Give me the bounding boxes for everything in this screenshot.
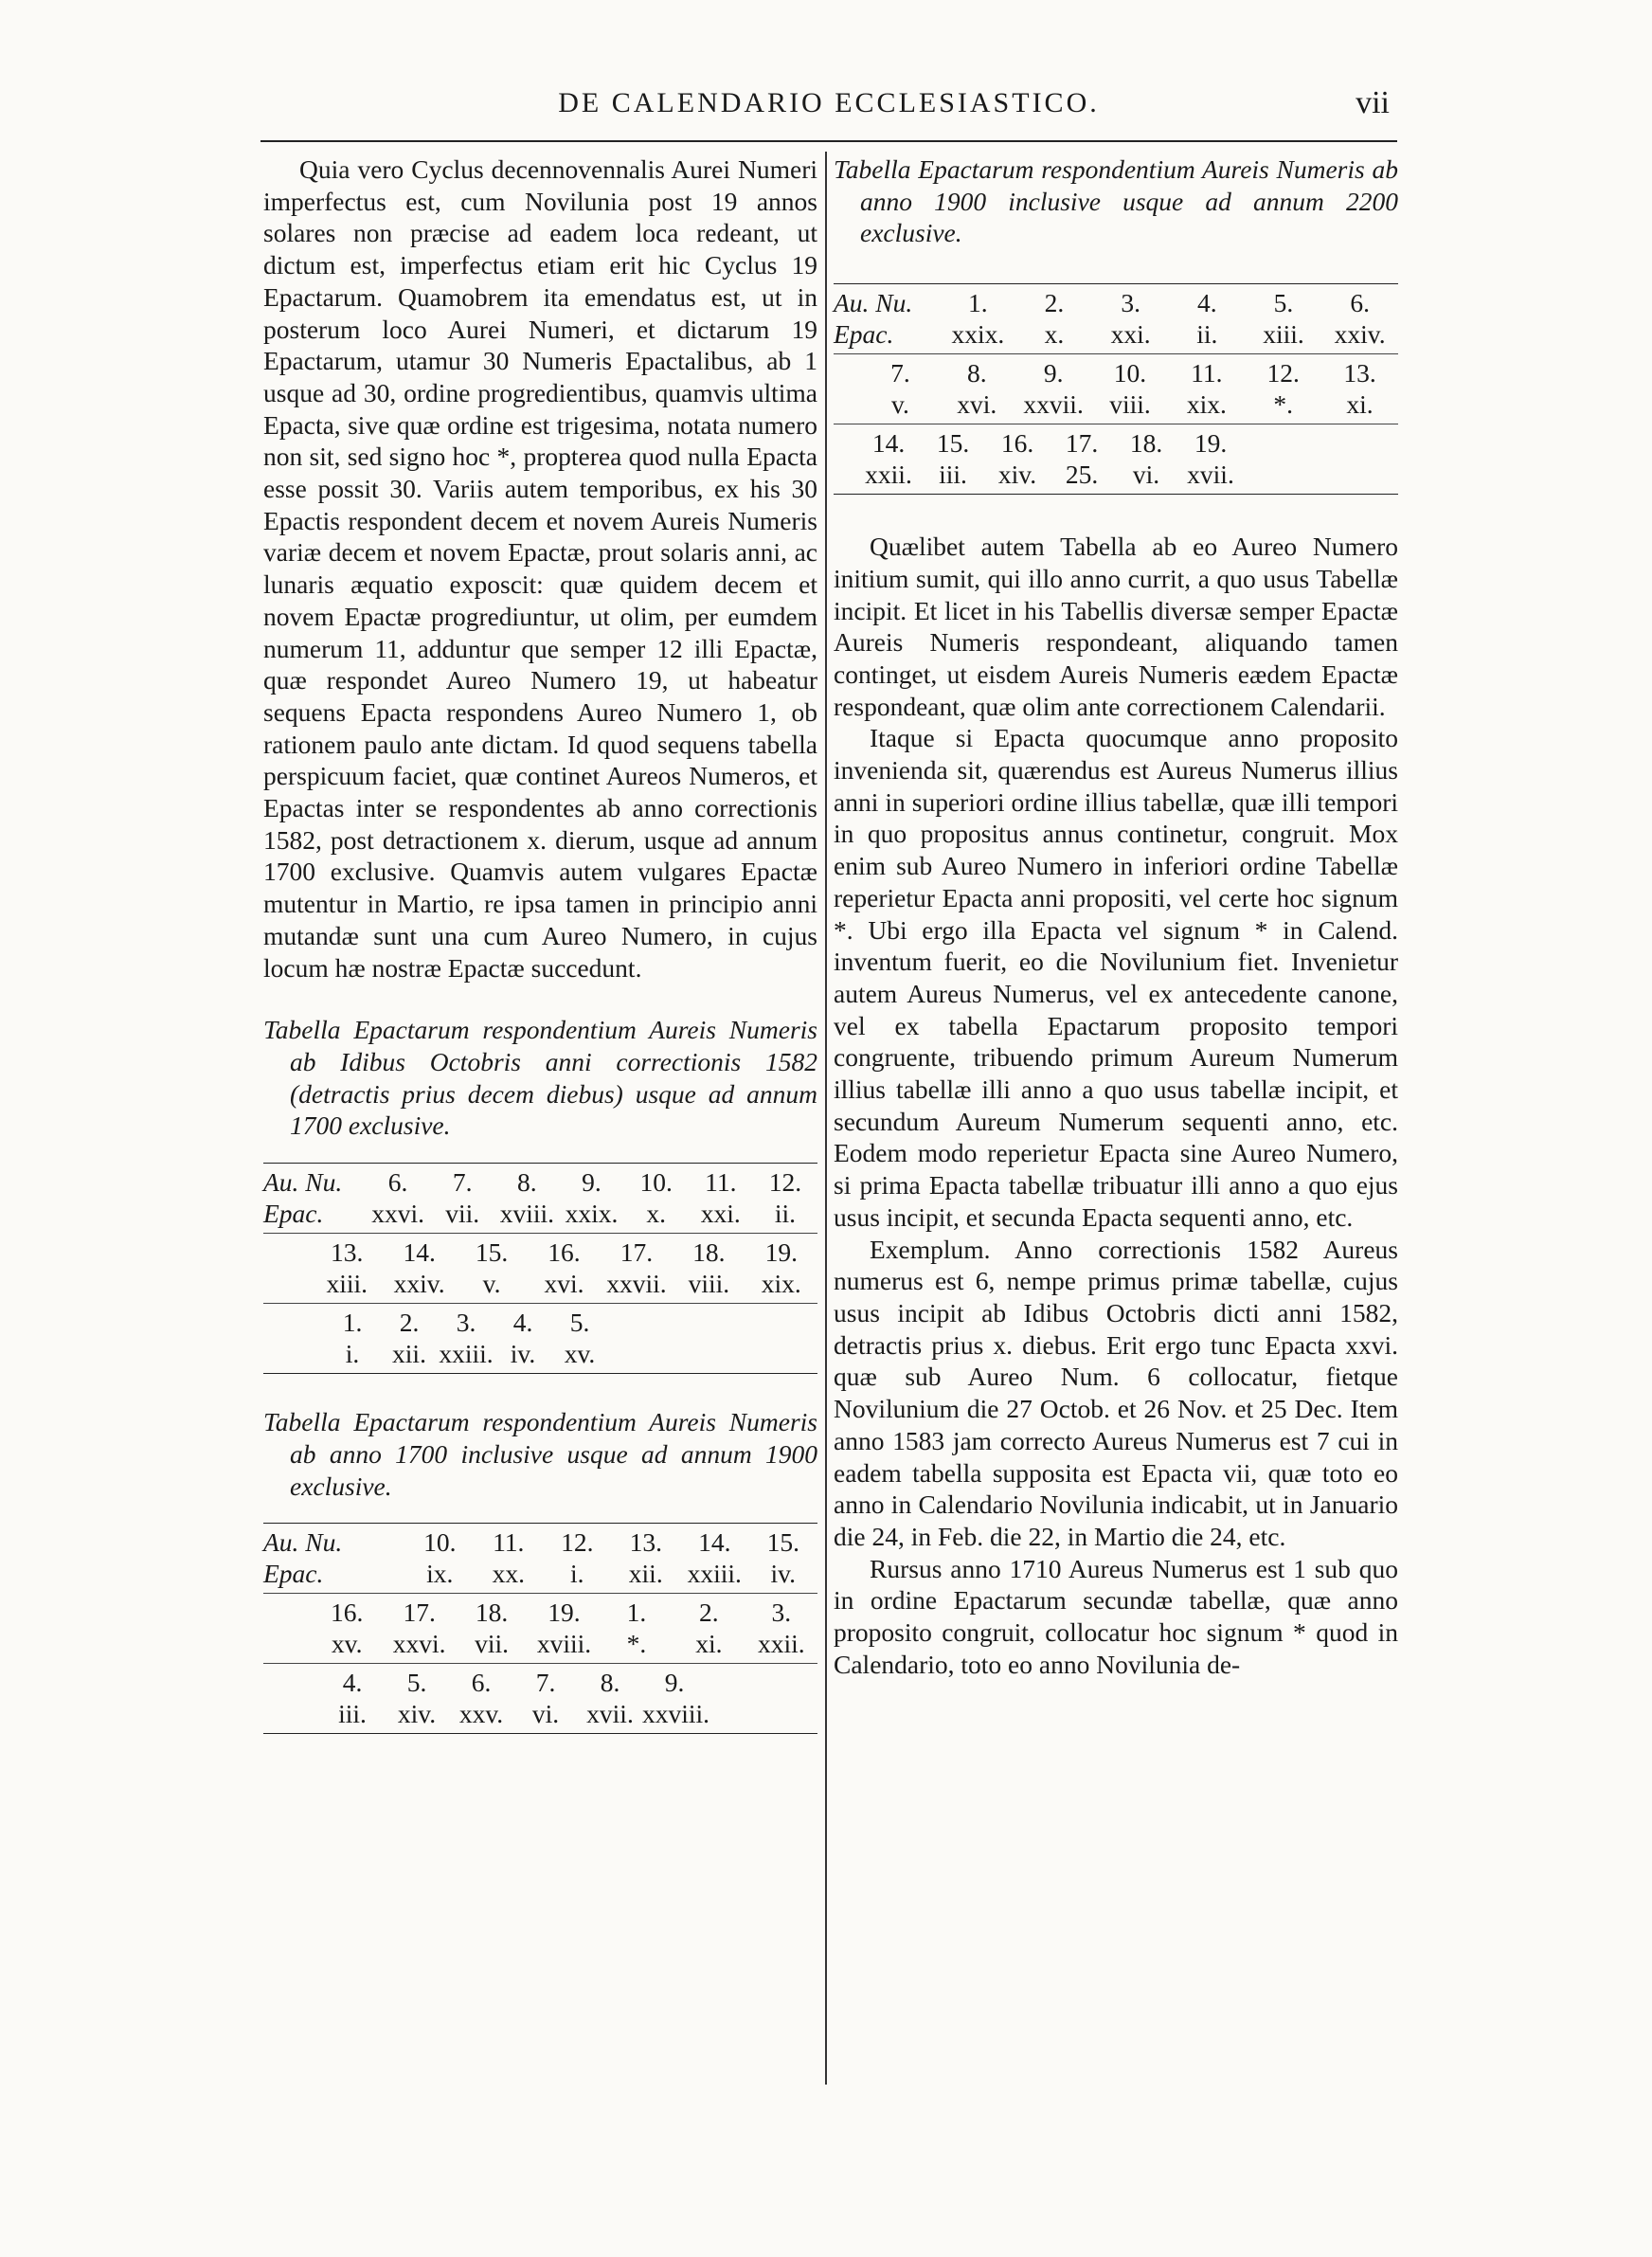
golden-number-cell: 9.	[1043, 358, 1064, 388]
golden-number-cell: 11.	[1191, 358, 1223, 388]
epact-cell: i.	[345, 1339, 360, 1369]
golden-number-cell: 19.	[764, 1237, 798, 1268]
left-column	[263, 153, 817, 1734]
epact-cell: xxvii.	[1023, 389, 1084, 420]
golden-number-cell: 17.	[403, 1598, 436, 1628]
golden-number-cell: 5.	[406, 1668, 427, 1698]
golden-number-cell: 4.	[342, 1668, 363, 1698]
golden-number-cell: 8.	[517, 1167, 537, 1198]
epact-table-1700-1900	[263, 1523, 817, 1734]
epact-cell: viii.	[688, 1269, 730, 1299]
table-block	[263, 1233, 817, 1303]
paragraph-rursus: Rursus anno 1710 Aureus Numerus est 1 sub quo in ordine Epactarum secundæ tabellæ, quæ anno proposito congruit, collocatur hoc signum * quod in Calendario, toto eo anno Novilunia de-	[834, 1553, 1398, 1679]
golden-number-cell: 10.	[1113, 358, 1147, 388]
epact-table-1900-2200	[834, 283, 1398, 495]
page-number: vii	[1356, 85, 1390, 120]
golden-number-cell: 14.	[403, 1237, 436, 1268]
table-block	[834, 424, 1398, 494]
golden-number-cell: 4.	[512, 1308, 533, 1338]
golden-number-cell: 15.	[936, 428, 970, 459]
running-title: DE CALENDARIO ECCLESIASTICO.	[558, 87, 1100, 118]
golden-number-cell: 14.	[871, 428, 906, 459]
golden-number-cell: 9.	[582, 1167, 602, 1198]
epact-cell: xxv.	[458, 1699, 504, 1729]
row-label-epacta: Epac.	[263, 1199, 324, 1229]
epact-cell: xvii.	[586, 1699, 634, 1729]
epact-cell: xxviii.	[642, 1699, 710, 1729]
epact-cell: xxix.	[565, 1199, 619, 1229]
epact-cell: i.	[569, 1559, 584, 1589]
epact-cell: xiii.	[1263, 319, 1304, 350]
golden-number-cell: 5.	[1273, 288, 1294, 318]
epact-cell: xix.	[1186, 389, 1227, 420]
golden-number-cell: 15.	[475, 1237, 509, 1268]
paragraph-intro: Quia vero Cyclus decennovennalis Aurei Numeri imperfectus est, cum Novilunia post 19 annos solares non præcise ad eadem loca redeant, ut dictum est, imperfectus etiam erit hic Cyclus 19 Epactarum. Quamobrem ita emendatus est, ut in posterum loco Aurei Numeri, et dictarum 19 Epactarum, utamur 30 Numeris Epactalibus, ab 1 usque ad 30, ordine progredientibus, quamvis ultima Epacta, sive quæ ordine est trigesima, notata numero non sit, sed signo hoc *, propterea quod nulla Epacta esse possit 30. Variis autem temporibus, ex his 30 Epactis respondent decem et novem Aureis Numeris variæ decem et novem Epactæ, prout solaris anni, ac lunaris æquatio exposcit: quæ quidem decem et novem Epactæ progrediuntur, ut olim, per eumdem numerum 11, adduntur que semper 12 illi Epactæ, quæ respondet Aureo Numero 19, ut habeatur sequens Epacta respondens Aureo Numero 1, ob rationem paulo ante dictam. Id quod sequens tabella perspicuum faciet, quæ continet Aureos Numeros, et Epactas inter se respondentes ab anno correctionis 1582, post detractionem x. dierum, usque ad annum 1700 exclusive. Quamvis autem vulgares Epactæ mutentur in Martio, re ipsa tamen in principio anni mutandæ sunt una cum Aureo Numero, in cujus locum hæ nostræ Epactæ succedunt.	[263, 154, 817, 983]
epact-cell: xxvii.	[606, 1269, 667, 1299]
epact-cell: vi.	[1132, 460, 1160, 490]
epact-cell: v.	[891, 389, 909, 420]
epact-cell: xii.	[392, 1339, 426, 1369]
epact-cell: xiv.	[397, 1699, 437, 1729]
table-block	[263, 1663, 817, 1733]
golden-number-cell: 5.	[569, 1308, 590, 1338]
golden-number-cell: 16.	[331, 1598, 364, 1628]
golden-number-cell: 16.	[1000, 428, 1034, 459]
epact-cell: 25.	[1065, 460, 1099, 490]
epact-cell: xv.	[331, 1629, 363, 1659]
golden-number-cell: 18.	[692, 1237, 726, 1268]
table-block	[263, 1593, 817, 1663]
epact-cell: xxiv.	[1334, 319, 1386, 350]
golden-number-cell: 6.	[471, 1668, 492, 1698]
golden-number-cell: 9.	[664, 1668, 685, 1698]
epact-cell: xxii.	[865, 460, 912, 490]
epact-cell: xii.	[628, 1559, 663, 1589]
golden-number-cell: 12.	[1266, 358, 1300, 388]
epact-cell: viii.	[1109, 389, 1151, 420]
golden-number-cell: 12.	[768, 1167, 802, 1198]
epact-cell: xiv.	[997, 460, 1037, 490]
epact-cell: iii.	[338, 1699, 367, 1729]
golden-number-cell: 2.	[699, 1598, 719, 1628]
epact-cell: ix.	[426, 1559, 454, 1589]
golden-number-cell: 18.	[1129, 428, 1163, 459]
paragraph-itaque: Itaque si Epacta quocumque anno proposito invenienda sit, quærendus est Aureus Numerus illius anni in superiori ordine illius tabellæ, quæ illi tempori in quo propositus annus continetur, congruit. Mox enim sub Aureo Numero in inferiori ordine Tabellæ reperietur Epacta anni propositi, vel certe hoc signum *. Ubi ergo illa Epacta vel signum * in Calend. inventum fuerit, eo die Novilunium fiet. Invenietur autem Aureus Numerus, vel ex antecedente canone, vel ex tabella Epactarum proposito tempori congruente, tribuendo primum Aureum Numerum illius tabellæ illi anno a quo usus tabellæ incipit, et secundum Aureum Numerum sequenti anno, etc. Eodem modo reperietur Epacta sine Aureo Numero, si prima Epacta tabellæ tribuatur illi anno a quo ejus usus incipit, et secunda Epacta sequenti anno, etc.	[834, 723, 1398, 1232]
table-block	[263, 1164, 817, 1233]
epact-cell: xviii.	[536, 1629, 592, 1659]
epact-cell: xv.	[564, 1339, 596, 1369]
epact-cell: iv.	[510, 1339, 536, 1369]
golden-number-cell: 12.	[561, 1527, 594, 1558]
golden-number-cell: 17.	[620, 1237, 654, 1268]
epact-cell: xvi.	[544, 1269, 584, 1299]
epact-cell: ii.	[774, 1199, 796, 1229]
golden-number-cell: 11.	[705, 1167, 737, 1198]
epact-cell: *.	[626, 1629, 647, 1659]
golden-number-cell: 7.	[890, 358, 910, 388]
epact-cell: xxi.	[700, 1199, 741, 1229]
table-caption-1700: Tabella Epactarum respondentium Aureis Numeris ab anno 1700 inclusive usque ad annum 1900 exclusive.	[263, 1407, 817, 1501]
golden-number-cell: 1.	[342, 1308, 363, 1338]
epact-cell: x.	[1044, 319, 1065, 350]
table-block	[834, 353, 1398, 424]
epact-table-1582-1700	[263, 1163, 817, 1374]
right-column	[834, 153, 1398, 1680]
table-block	[263, 1303, 817, 1373]
golden-number-cell: 15.	[766, 1527, 799, 1558]
epact-cell: *.	[1273, 389, 1294, 420]
golden-number-cell: 3.	[1121, 288, 1140, 318]
epact-cell: xix.	[761, 1269, 801, 1299]
golden-number-cell: 14.	[698, 1527, 731, 1558]
epact-cell: iv.	[770, 1559, 796, 1589]
epact-cell: vii.	[445, 1199, 480, 1229]
epact-cell: x.	[646, 1199, 666, 1229]
golden-number-cell: 19.	[548, 1598, 581, 1628]
epact-cell: iii.	[939, 460, 967, 490]
row-label-aureus-numerus: Au. Nu.	[263, 1527, 343, 1558]
golden-number-cell: 17.	[1065, 428, 1099, 459]
golden-number-cell: 10.	[639, 1167, 673, 1198]
golden-number-cell: 1.	[968, 288, 988, 318]
golden-number-cell: 3.	[456, 1308, 476, 1338]
epact-cell: xx.	[492, 1559, 525, 1589]
golden-number-cell: 1.	[626, 1598, 647, 1628]
epact-cell: xxix.	[951, 319, 1005, 350]
epact-cell: xi.	[1346, 389, 1374, 420]
golden-number-cell: 13.	[1343, 358, 1376, 388]
epact-cell: xvii.	[1187, 460, 1234, 490]
golden-number-cell: 11.	[493, 1527, 525, 1558]
epact-cell: xi.	[695, 1629, 723, 1659]
row-label-aureus-numerus: Au. Nu.	[263, 1167, 343, 1198]
golden-number-cell: 2.	[399, 1308, 420, 1338]
golden-number-cell: 2.	[1044, 288, 1065, 318]
table-caption-1582: Tabella Epactarum respondentium Aureis Numeris ab Idibus Octobris anni correctionis 1582 (detractis prius decem diebus) usque ad annum 1700 exclusive.	[263, 1015, 817, 1141]
header-rule	[260, 140, 1397, 142]
epact-cell: xxii.	[757, 1629, 805, 1659]
epact-cell: v.	[482, 1269, 501, 1299]
epact-cell: xxiii.	[687, 1559, 742, 1589]
golden-number-cell: 8.	[966, 358, 987, 388]
epact-cell: xxiv.	[393, 1269, 445, 1299]
epact-cell: xxvi.	[371, 1199, 424, 1229]
golden-number-cell: 6.	[1350, 288, 1370, 318]
epact-cell: vi.	[531, 1699, 560, 1729]
epact-cell: xiii.	[326, 1269, 368, 1299]
epact-cell: vii.	[475, 1629, 510, 1659]
golden-number-cell: 7.	[535, 1668, 556, 1698]
golden-number-cell: 6.	[387, 1167, 408, 1198]
golden-number-cell: 8.	[600, 1668, 620, 1698]
golden-number-cell: 18.	[475, 1598, 509, 1628]
epact-cell: xxiii.	[439, 1339, 494, 1369]
golden-number-cell: 7.	[452, 1167, 473, 1198]
paragraph-exemplum: Exemplum. Anno correctionis 1582 Aureus numerus est 6, nempe primus primæ tabellæ, cujus usus incipit ab Idibus Octobris dicti anni 1582, detractis prius x. diebus. Erit ergo tunc Epacta xxvi. quæ sub Aureo Num. 6 collocatur, fietque Novilunium die 27 Octob. et 26 Nov. et 25 Dec. Item anno 1583 jam correcto Aureus Numerus est 7 cui in eadem tabella supposita est Epacta vii, quæ toto eo anno in Calendario Novilunia indicabit, ut in Januario die 24, in Feb. die 22, in Martio die 24, etc.	[834, 1234, 1398, 1551]
row-label-epacta: Epac.	[263, 1559, 324, 1589]
epact-cell: ii.	[1196, 319, 1218, 350]
running-header	[260, 87, 1397, 135]
table-caption-1900: Tabella Epactarum respondentium Aureis Numeris ab anno 1900 inclusive usque ad annum 2200 exclusive.	[834, 154, 1398, 248]
golden-number-cell: 10.	[423, 1527, 457, 1558]
golden-number-cell: 3.	[771, 1598, 792, 1628]
paragraph-tabella: Quælibet autem Tabella ab eo Aureo Numero initium sumit, qui illo anno currit, a quo usus Tabellæ incipit. Et licet in his Tabellis diversæ semper Epactæ Aureis Numeris respondeant, aliquando tamen continget, ut eisdem Aureis Numeris eædem Epactæ respondeant, quæ olim ante correctionem Calendarii.	[834, 532, 1398, 721]
golden-number-cell: 16.	[548, 1237, 581, 1268]
golden-number-cell: 13.	[331, 1237, 364, 1268]
table-block	[263, 1524, 817, 1593]
golden-number-cell: 19.	[1194, 428, 1228, 459]
epact-cell: xxi.	[1110, 319, 1151, 350]
column-divider	[825, 152, 827, 2085]
golden-number-cell: 4.	[1197, 288, 1217, 318]
row-label-epacta: Epac.	[834, 319, 894, 350]
epact-cell: xxvi.	[392, 1629, 446, 1659]
table-block	[834, 284, 1398, 353]
epact-cell: xviii.	[499, 1199, 554, 1229]
epact-cell: xvi.	[957, 389, 997, 420]
golden-number-cell: 13.	[629, 1527, 662, 1558]
row-label-aureus-numerus: Au. Nu.	[834, 288, 913, 318]
